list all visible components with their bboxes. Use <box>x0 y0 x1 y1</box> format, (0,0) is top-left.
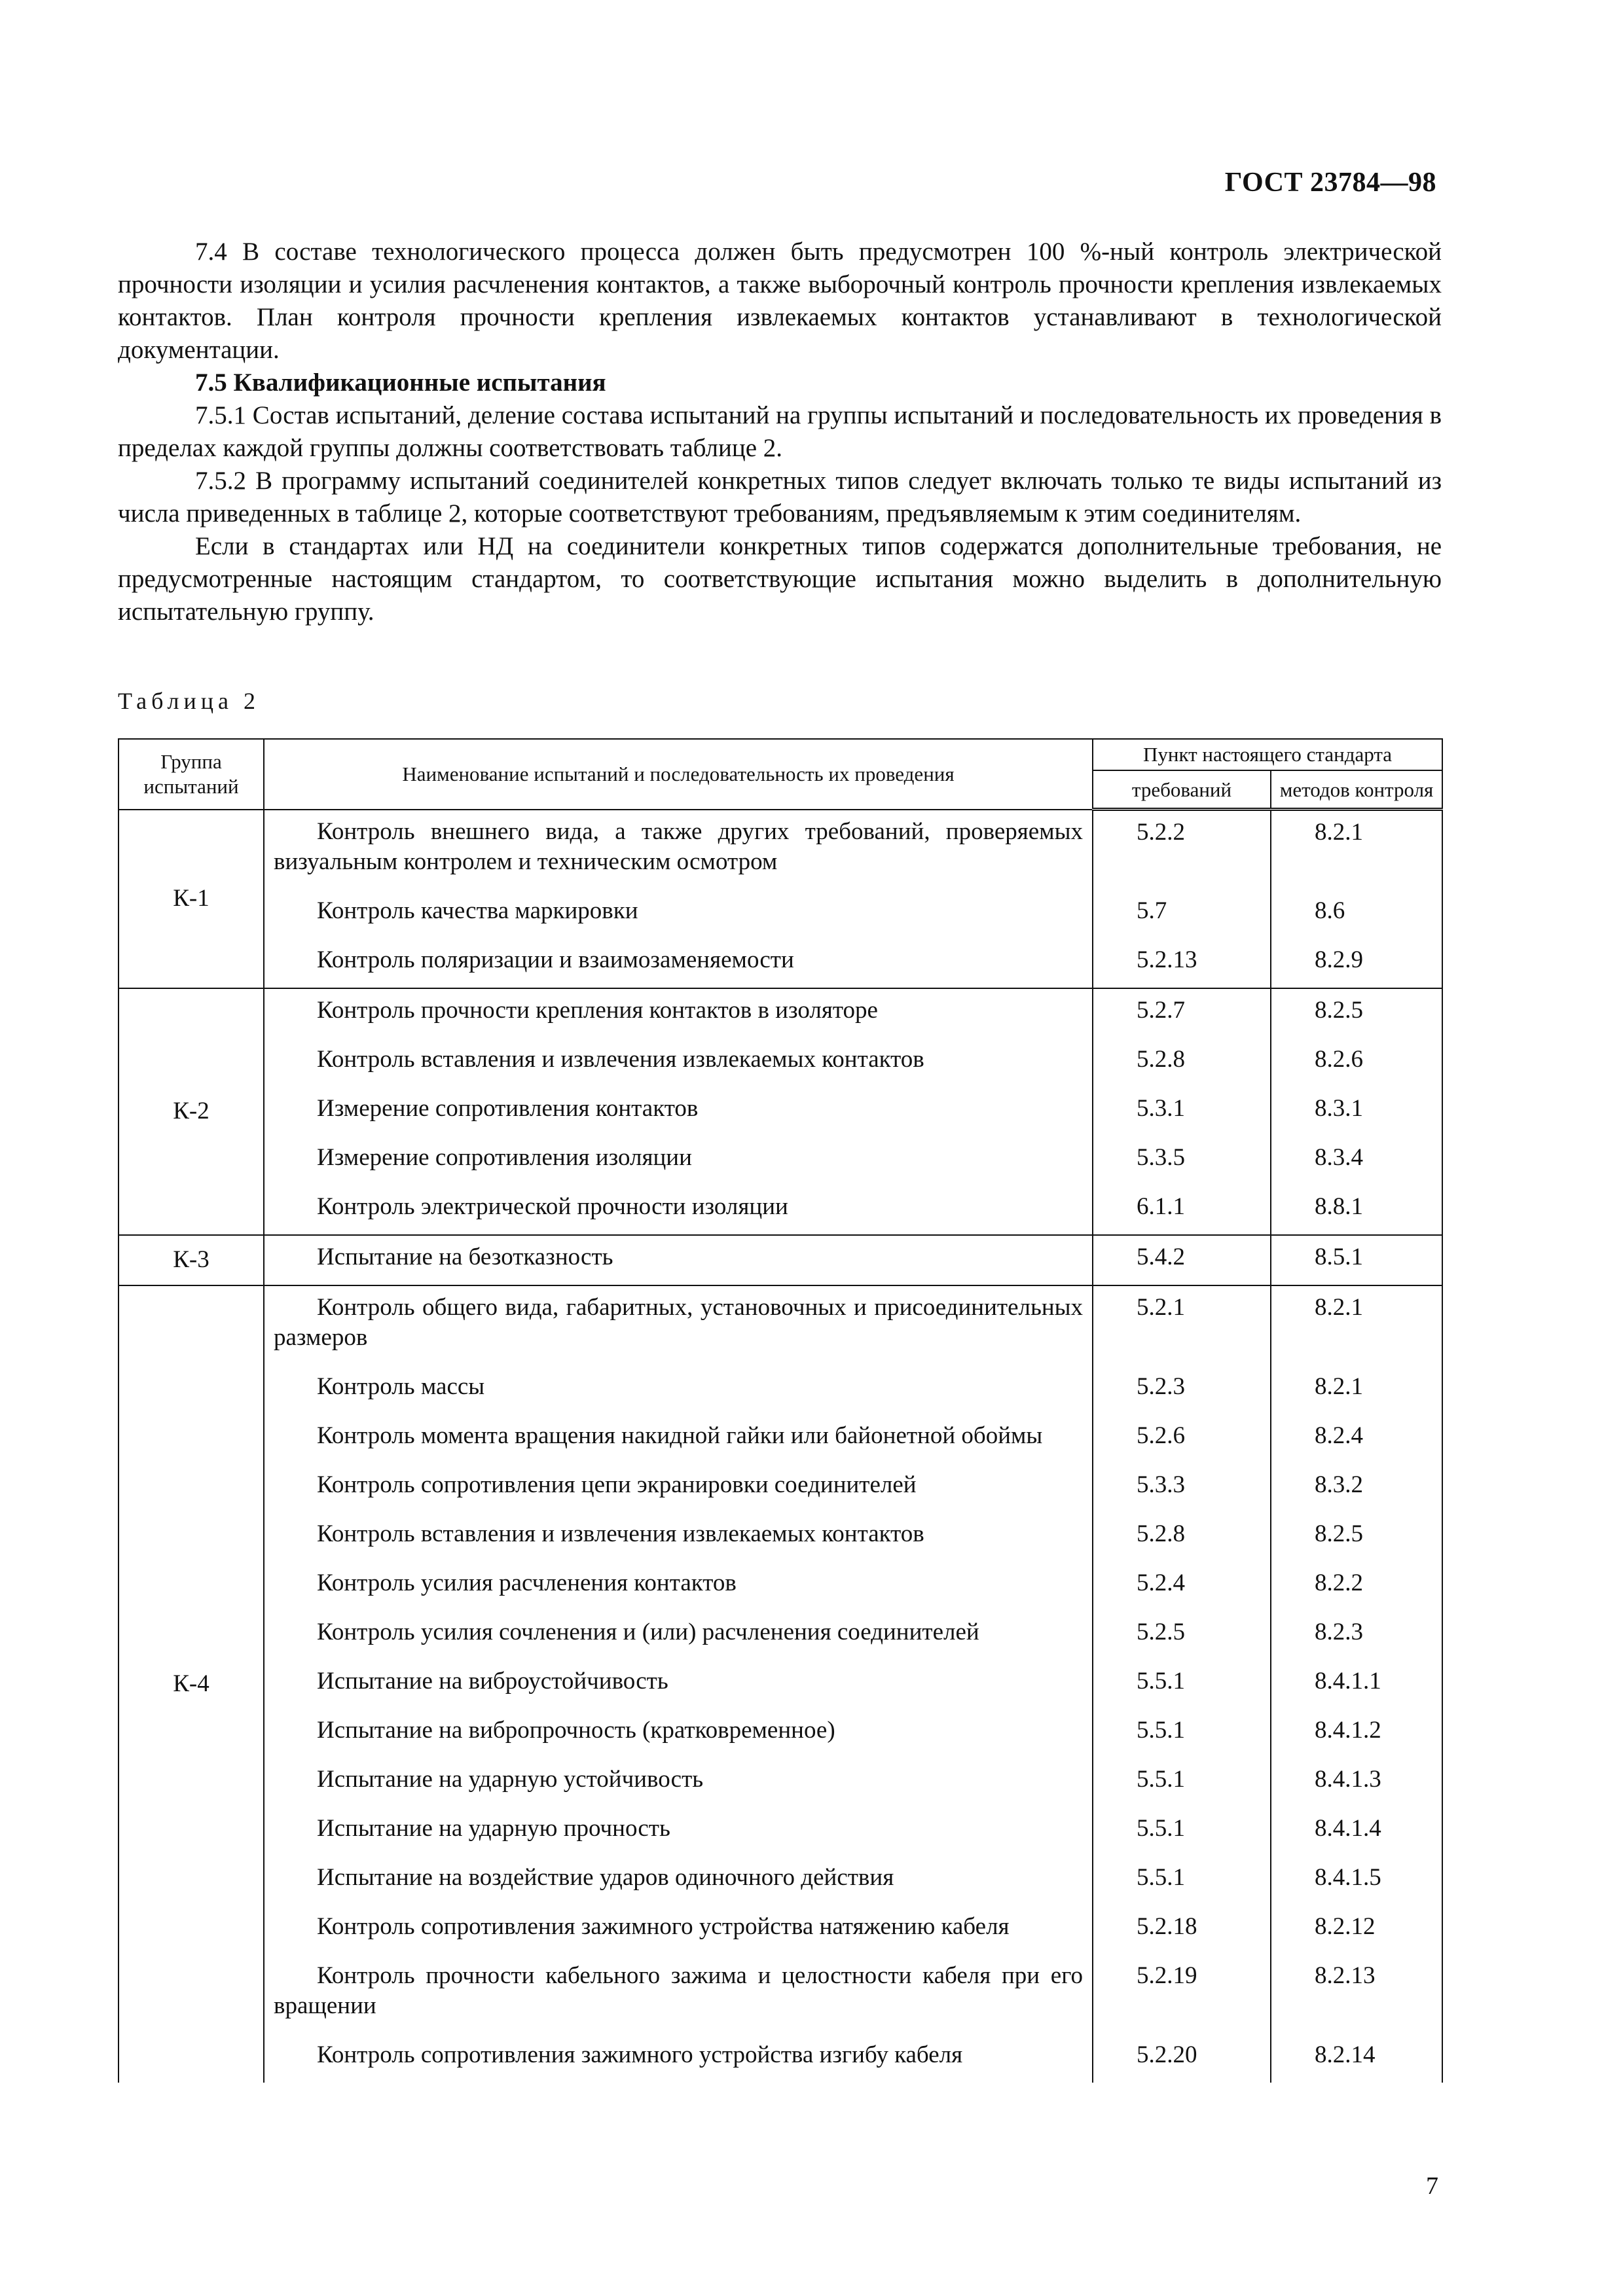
test-name-cell <box>264 1660 1093 1709</box>
requirements-clause-cell: 5.7 <box>1093 889 1271 939</box>
test-name: Контроль качества маркировки <box>317 897 638 924</box>
table-row <box>119 810 1442 889</box>
methods-clause-cell: 8.2.6 <box>1271 1038 1442 1087</box>
table-row <box>119 1709 1442 1758</box>
test-name-cell <box>264 1513 1093 1562</box>
methods-clause-cell: 8.2.3 <box>1271 1611 1442 1660</box>
requirements-clause-cell: 5.2.18 <box>1093 1905 1271 1954</box>
test-name-cell <box>264 1758 1093 1807</box>
table-body <box>119 810 1442 2083</box>
table-row <box>119 1856 1442 1905</box>
methods-clause-cell: 8.4.1.2 <box>1271 1709 1442 1758</box>
test-name: Испытание на виброустойчивость <box>317 1667 668 1695</box>
test-name: Контроль вставления и извлечения извлекаемых контактов <box>317 1045 924 1073</box>
test-name-cell <box>264 1709 1093 1758</box>
requirements-clause-cell: 5.3.3 <box>1093 1463 1271 1513</box>
table-row <box>119 1136 1442 1185</box>
group-cell: К-4 <box>119 1285 264 2083</box>
table-row <box>119 988 1442 1038</box>
methods-clause-cell: 8.3.4 <box>1271 1136 1442 1185</box>
test-name: Контроль массы <box>317 1372 485 1400</box>
test-name: Контроль электрической прочности изоляции <box>317 1193 788 1220</box>
group-cell: К-2 <box>119 988 264 1235</box>
test-name-cell <box>264 1562 1093 1611</box>
requirements-clause-cell: 6.1.1 <box>1093 1185 1271 1235</box>
methods-clause-cell: 8.4.1.5 <box>1271 1856 1442 1905</box>
methods-clause-cell: 8.3.1 <box>1271 1087 1442 1136</box>
methods-clause-cell: 8.2.9 <box>1271 939 1442 988</box>
test-name-cell <box>264 1856 1093 1905</box>
table-row <box>119 1905 1442 1954</box>
test-name-cell <box>264 1905 1093 1954</box>
header-name: Наименование испытаний и последовательность их проведения <box>264 739 1093 810</box>
page-number: 7 <box>1426 2172 1438 2200</box>
test-name: Контроль момента вращения накидной гайки или байонетной обоймы <box>317 1422 1043 1449</box>
table-row <box>119 1807 1442 1856</box>
requirements-clause-cell: 5.3.5 <box>1093 1136 1271 1185</box>
requirements-clause-cell: 5.2.19 <box>1093 1954 1271 2034</box>
requirements-clause-cell: 5.5.1 <box>1093 1856 1271 1905</box>
table-row <box>119 939 1442 988</box>
methods-clause-cell: 8.2.12 <box>1271 1905 1442 1954</box>
test-name-cell <box>264 1087 1093 1136</box>
test-name: Измерение сопротивления контактов <box>317 1094 699 1122</box>
test-name: Испытание на воздействие ударов одиночного действия <box>317 1863 894 1891</box>
methods-clause-cell: 8.4.1.4 <box>1271 1807 1442 1856</box>
tests-table <box>118 738 1443 2083</box>
header-requirements: требований <box>1093 770 1271 810</box>
test-name: Контроль сопротивления зажимного устройства натяжению кабеля <box>317 1912 1010 1940</box>
table-row <box>119 1954 1442 2034</box>
test-name: Контроль общего вида, габаритных, установочных и присоединительных размеров <box>274 1293 1083 1351</box>
table-row <box>119 1562 1442 1611</box>
document-code: ГОСТ 23784—98 <box>1224 168 1436 198</box>
test-name: Контроль сопротивления цепи экранировки соединителей <box>317 1471 917 1498</box>
requirements-clause-cell: 5.5.1 <box>1093 1758 1271 1807</box>
table-row <box>119 889 1442 939</box>
test-name: Контроль прочности кабельного зажима и целостности кабеля при его вращении <box>274 1962 1083 2019</box>
requirements-clause-cell: 5.2.4 <box>1093 1562 1271 1611</box>
test-name-cell <box>264 988 1093 1038</box>
table-row <box>119 1513 1442 1562</box>
requirements-clause-cell: 5.5.1 <box>1093 1709 1271 1758</box>
requirements-clause-cell: 5.2.6 <box>1093 1414 1271 1463</box>
requirements-clause-cell: 5.3.1 <box>1093 1087 1271 1136</box>
table-row <box>119 1087 1442 1136</box>
requirements-clause-cell: 5.5.1 <box>1093 1807 1271 1856</box>
test-name-cell <box>264 1954 1093 2034</box>
table-row <box>119 1365 1442 1414</box>
methods-clause-cell: 8.2.1 <box>1271 810 1442 889</box>
methods-clause-cell: 8.2.1 <box>1271 1285 1442 1365</box>
test-name: Контроль прочности крепления контактов в изоляторе <box>317 996 878 1024</box>
test-name-cell <box>264 1807 1093 1856</box>
header-group: Группа испытаний <box>119 739 264 810</box>
test-name: Контроль сопротивления зажимного устройства изгибу кабеля <box>317 2041 963 2068</box>
methods-clause-cell: 8.2.13 <box>1271 1954 1442 2034</box>
test-name-cell <box>264 1365 1093 1414</box>
methods-clause-cell: 8.6 <box>1271 889 1442 939</box>
table-caption: Таблица 2 <box>118 688 260 714</box>
requirements-clause-cell: 5.2.7 <box>1093 988 1271 1038</box>
section-heading-7-5: 7.5 Квалификационные испытания <box>195 368 606 397</box>
header-clause: Пункт настоящего стандарта <box>1093 739 1442 770</box>
test-name-cell <box>264 1185 1093 1235</box>
test-name: Контроль усилия сочленения и (или) расчленения соединителей <box>317 1618 979 1645</box>
group-cell: К-1 <box>119 810 264 988</box>
table-row <box>119 1758 1442 1807</box>
requirements-clause-cell: 5.2.1 <box>1093 1285 1271 1365</box>
methods-clause-cell: 8.5.1 <box>1271 1235 1442 1285</box>
requirements-clause-cell: 5.4.2 <box>1093 1235 1271 1285</box>
test-name: Контроль внешнего вида, а также других требований, проверяемых визуальным контролем и техническим осмотром <box>274 817 1083 875</box>
test-name: Контроль вставления и извлечения извлекаемых контактов <box>317 1520 924 1547</box>
methods-clause-cell: 8.3.2 <box>1271 1463 1442 1513</box>
test-name-cell <box>264 1463 1093 1513</box>
test-name: Испытание на ударную устойчивость <box>317 1765 704 1793</box>
table-row <box>119 1611 1442 1660</box>
group-cell: К-3 <box>119 1235 264 1285</box>
methods-clause-cell: 8.8.1 <box>1271 1185 1442 1235</box>
test-name-cell <box>264 1038 1093 1087</box>
table-row <box>119 1285 1442 1365</box>
methods-clause-cell: 8.2.5 <box>1271 1513 1442 1562</box>
test-name-cell <box>264 1285 1093 1365</box>
test-name: Испытание на вибропрочность (кратковременное) <box>317 1716 835 1744</box>
requirements-clause-cell: 5.2.3 <box>1093 1365 1271 1414</box>
test-name: Контроль усилия расчленения контактов <box>317 1569 737 1596</box>
requirements-clause-cell: 5.2.8 <box>1093 1038 1271 1087</box>
table-row <box>119 1414 1442 1463</box>
paragraph-additional: Если в стандартах или НД на соединители конкретных типов содержатся дополнительные требования, не предусмотренные настоящим стандартом, то соответствующие испытания можно выделить в дополнительную испытательную группу. <box>118 532 1442 626</box>
test-name: Измерение сопротивления изоляции <box>317 1143 692 1171</box>
methods-clause-cell: 8.2.2 <box>1271 1562 1442 1611</box>
paragraph-7-5-1: 7.5.1 Состав испытаний, деление состава испытаний на группы испытаний и последовательность их проведения в пределах каждой группы должны соответствовать таблице 2. <box>118 401 1442 462</box>
table-row <box>119 1185 1442 1235</box>
table-row <box>119 1235 1442 1285</box>
test-name: Испытание на ударную прочность <box>317 1814 670 1842</box>
test-name-cell <box>264 810 1093 889</box>
requirements-clause-cell: 5.2.2 <box>1093 810 1271 889</box>
methods-clause-cell: 8.2.4 <box>1271 1414 1442 1463</box>
requirements-clause-cell: 5.2.8 <box>1093 1513 1271 1562</box>
test-name-cell <box>264 1136 1093 1185</box>
methods-clause-cell: 8.2.5 <box>1271 988 1442 1038</box>
test-name: Контроль поляризации и взаимозаменяемости <box>317 946 794 973</box>
test-name-cell <box>264 939 1093 988</box>
requirements-clause-cell: 5.2.13 <box>1093 939 1271 988</box>
requirements-clause-cell: 5.5.1 <box>1093 1660 1271 1709</box>
methods-clause-cell: 8.4.1.1 <box>1271 1660 1442 1709</box>
test-name-cell <box>264 1235 1093 1285</box>
methods-clause-cell: 8.2.1 <box>1271 1365 1442 1414</box>
paragraph-7-4: 7.4 В составе технологического процесса должен быть предусмотрен 100 %-ный контроль электрической прочности изоляции и усилия расчленения контактов, а также выборочный контроль прочности крепления извлекаемых контактов. План контроля прочности крепления извлекаемых контактов устанавливают в технологической документации. <box>118 238 1442 364</box>
test-name: Испытание на безотказность <box>317 1243 613 1270</box>
body-text <box>118 236 1442 628</box>
table-row <box>119 2034 1442 2083</box>
methods-clause-cell: 8.2.14 <box>1271 2034 1442 2083</box>
table-row <box>119 1660 1442 1709</box>
header-methods: методов контроля <box>1271 770 1442 810</box>
requirements-clause-cell: 5.2.20 <box>1093 2034 1271 2083</box>
table-row <box>119 1038 1442 1087</box>
paragraph-7-5-2: 7.5.2 В программу испытаний соединителей конкретных типов следует включать только те виды испытаний из числа приведенных в таблице 2, которые соответствуют требованиям, предъявляемым к этим соединителям. <box>118 467 1442 528</box>
table-row <box>119 1463 1442 1513</box>
test-name-cell <box>264 889 1093 939</box>
methods-clause-cell: 8.4.1.3 <box>1271 1758 1442 1807</box>
test-name-cell <box>264 2034 1093 2083</box>
test-name-cell <box>264 1611 1093 1660</box>
test-name-cell <box>264 1414 1093 1463</box>
requirements-clause-cell: 5.2.5 <box>1093 1611 1271 1660</box>
